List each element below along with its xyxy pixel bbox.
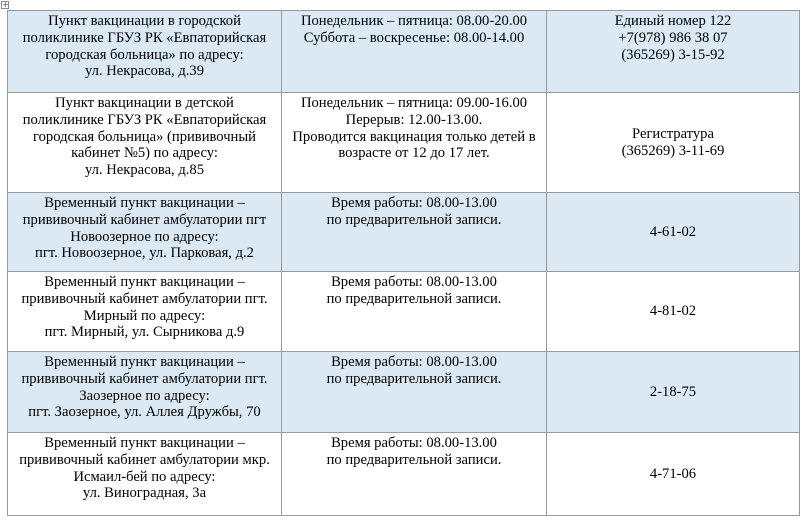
text-line: пгт. Мирный, ул. Сырникова д.9 (44, 324, 245, 341)
hours-cell (282, 11, 547, 93)
text-line: прививочный кабинет амбулатории пгт (22, 211, 267, 228)
text-line: поликлинике ГБУЗ РК «Евпаторийская (22, 29, 267, 46)
text-line: Пункт вакцинации в городской (48, 13, 241, 29)
text-line: Временный пункт вакцинации – (44, 435, 245, 451)
hours-cell (282, 352, 547, 433)
text-line: Время работы: 08.00-13.00 (331, 274, 497, 290)
text-line: Мирный по адресу: (83, 307, 206, 324)
text-line: 4-61-02 (649, 223, 697, 240)
table-row (8, 433, 800, 516)
text-line: Суббота – воскресенье: 08.00-14.00 (303, 29, 525, 46)
text-line: прививочный кабинет амбулатории мкр. (19, 451, 270, 468)
hours-cell (282, 93, 547, 193)
text-line: по предварительной записи. (326, 451, 502, 468)
table-row (8, 352, 800, 433)
text-line: Понедельник – пятница: 09.00-16.00 (300, 95, 528, 111)
text-line: по предварительной записи. (326, 370, 502, 387)
location-cell (8, 352, 282, 433)
contact-cell (547, 93, 800, 193)
text-line: по предварительной записи. (326, 290, 502, 307)
location-cell (8, 11, 282, 93)
table-row (8, 93, 800, 193)
text-line: прививочный кабинет амбулатории пгт. (21, 290, 268, 307)
hours-cell (282, 193, 547, 272)
text-line: по предварительной записи. (326, 211, 502, 228)
hours-cell (282, 433, 547, 516)
contact-cell (547, 352, 800, 433)
text-line: Временный пункт вакцинации – (44, 195, 245, 211)
text-line: 2-18-75 (649, 383, 697, 400)
text-line: 4-81-02 (649, 303, 697, 320)
text-line: пгт. Новоозерное, ул. Парковая, д.2 (35, 245, 254, 262)
contact-cell (547, 433, 800, 516)
text-line: пгт. Заозерное, ул. Аллея Дружбы, 70 (28, 404, 261, 421)
text-line: +7(978) 986 38 07 (618, 29, 728, 46)
text-line: Перерыв: 12.00-13.00. (345, 111, 483, 128)
table-move-handle-icon[interactable]: + (2, 0, 9, 9)
text-line: поликлинике ГБУЗ РК «Евпаторийская (22, 111, 267, 128)
text-line: (365269) 3-11-69 (621, 142, 725, 159)
text-line: Пункт вакцинации в детской (55, 95, 234, 111)
text-line: Временный пункт вакцинации – (44, 274, 245, 290)
text-line: кабинет №5) по адресу: (71, 145, 218, 162)
text-line: городская больница» по адресу: (45, 46, 244, 63)
contact-cell (547, 193, 800, 272)
text-line: Время работы: 08.00-13.00 (331, 195, 497, 211)
location-cell (8, 272, 282, 352)
text-line: Время работы: 08.00-13.00 (331, 354, 497, 370)
text-line: городская больница» (прививочный (33, 128, 256, 145)
table-row (8, 11, 800, 93)
contact-cell (547, 272, 800, 352)
text-line: Проводится вакцинация только детей в (292, 128, 536, 145)
text-line: возрасте от 12 до 17 лет. (338, 145, 490, 162)
text-line: Единый номер 122 (614, 13, 732, 29)
text-line: Временный пункт вакцинации – (44, 354, 245, 370)
text-line: Время работы: 08.00-13.00 (331, 435, 497, 451)
text-line: (365269) 3-15-92 (621, 46, 725, 63)
text-line: Регистратура (632, 125, 714, 142)
location-cell (8, 93, 282, 193)
contact-cell (547, 11, 800, 93)
text-line: Заозерное по адресу: (79, 387, 210, 404)
text-line: ул. Некрасова, д.39 (84, 63, 205, 80)
text-line: прививочный кабинет амбулатории пгт. (21, 370, 268, 387)
text-line: Исмаил-бей по адресу: (73, 468, 216, 485)
hours-cell (282, 272, 547, 352)
text-line: ул. Некрасова, д.85 (84, 162, 205, 179)
table-row (8, 272, 800, 352)
text-line: Понедельник – пятница: 08.00-20.00 (300, 13, 528, 29)
location-cell (8, 193, 282, 272)
vaccination-points-table (7, 10, 800, 516)
location-cell (8, 433, 282, 516)
text-line: ул. Виноградная, 3а (82, 485, 207, 502)
text-line: 4-71-06 (649, 465, 697, 482)
table-row (8, 193, 800, 272)
text-line: Новоозерное по адресу: (70, 228, 219, 245)
